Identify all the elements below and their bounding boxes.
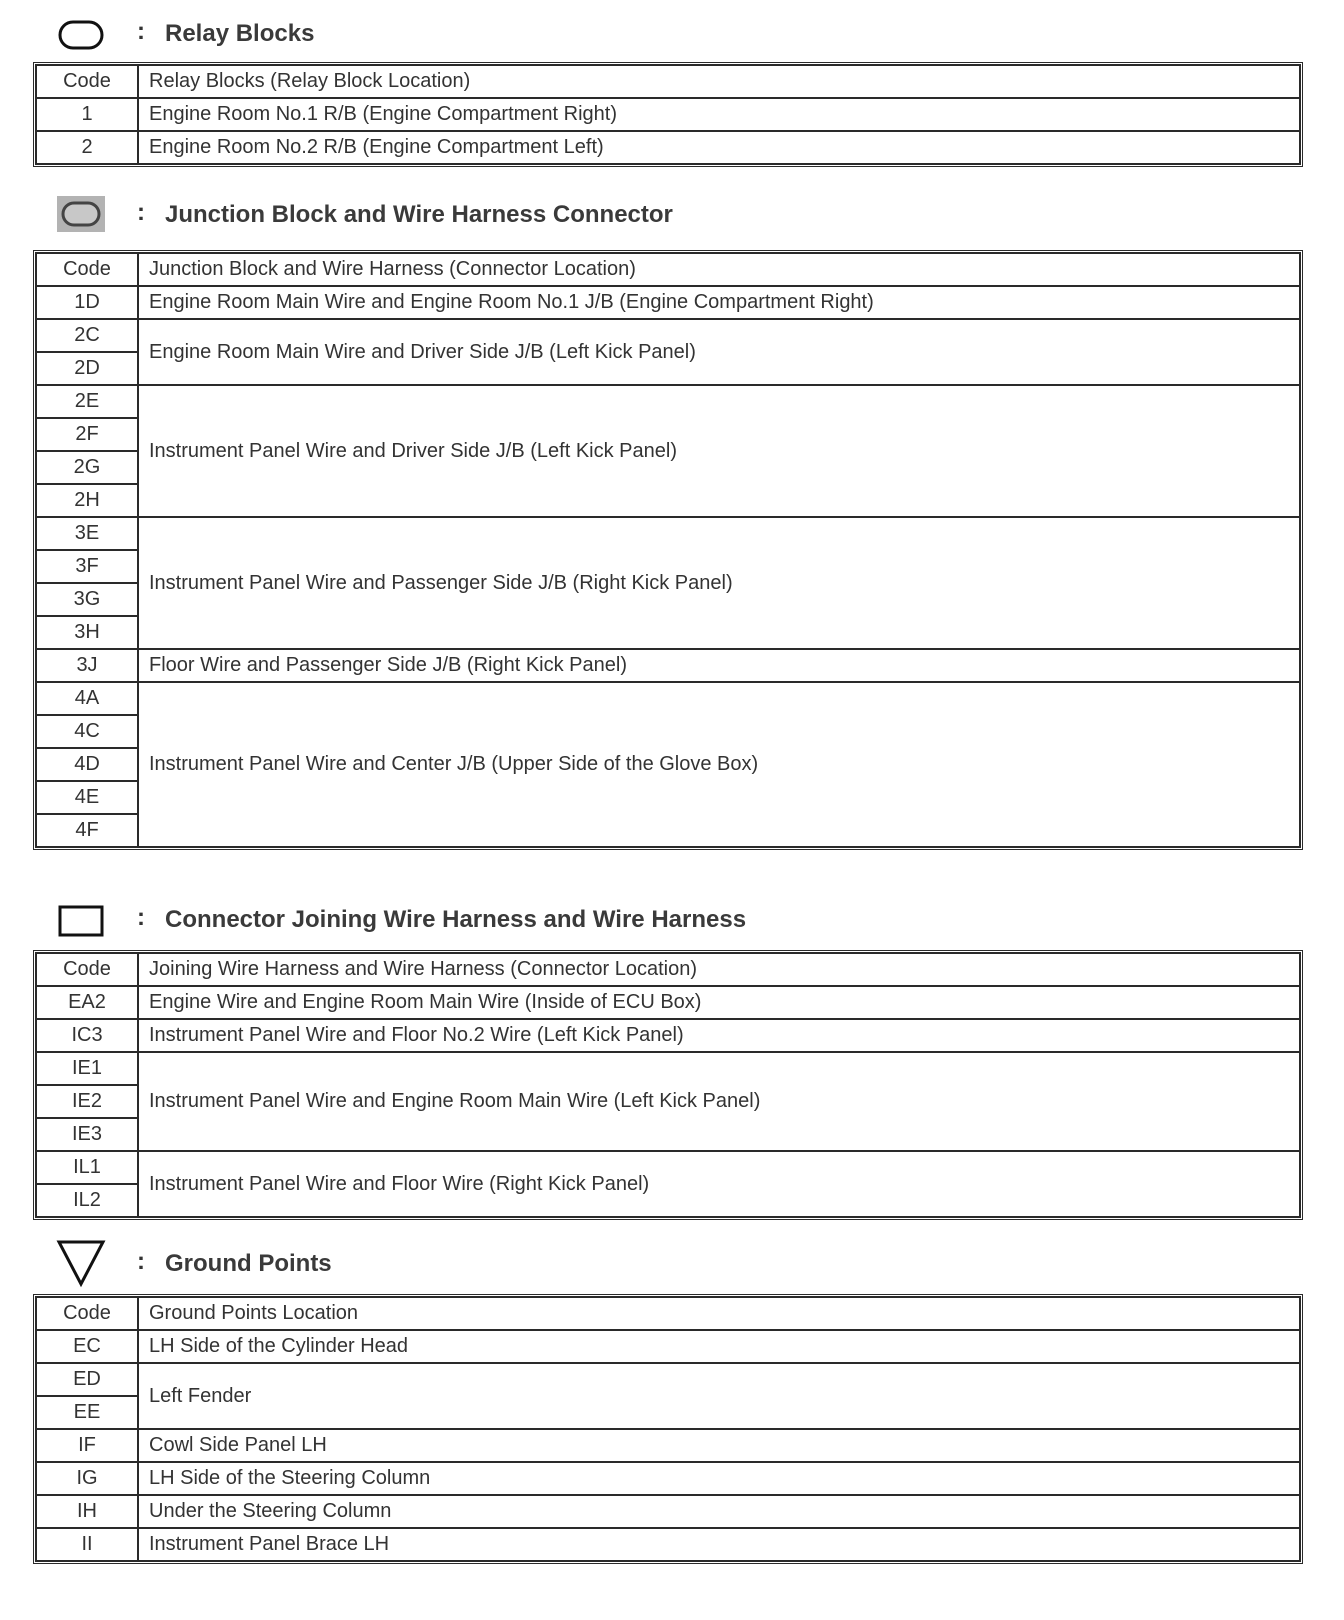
table-row bbox=[36, 319, 1300, 352]
description-cell: Instrument Panel Wire and Center J/B (Upper Side of the Glove Box) bbox=[138, 682, 1300, 847]
relay-block-symbol-icon bbox=[55, 16, 107, 52]
code-cell: 3J bbox=[36, 649, 138, 682]
description-cell: Instrument Panel Wire and Driver Side J/B (Left Kick Panel) bbox=[138, 385, 1300, 517]
table-row bbox=[36, 1495, 1300, 1528]
table-row bbox=[36, 1019, 1300, 1052]
description-cell: Engine Room No.2 R/B (Engine Compartment Left) bbox=[138, 131, 1300, 164]
table-row bbox=[36, 986, 1300, 1019]
section-header bbox=[35, 1244, 1301, 1284]
description-cell: LH Side of the Steering Column bbox=[138, 1462, 1300, 1495]
code-header: Code bbox=[36, 65, 138, 98]
code-cell: 1D bbox=[36, 286, 138, 319]
description-cell: Engine Room No.1 R/B (Engine Compartment Right) bbox=[138, 98, 1300, 131]
code-cell: IE3 bbox=[36, 1118, 138, 1151]
code-cell: 2F bbox=[36, 418, 138, 451]
code-cell: 2C bbox=[36, 319, 138, 352]
section-header bbox=[35, 195, 1301, 235]
description-cell: Instrument Panel Wire and Floor No.2 Wire (Left Kick Panel) bbox=[138, 1019, 1300, 1052]
table-row bbox=[36, 1363, 1300, 1396]
code-cell: 2G bbox=[36, 451, 138, 484]
code-header: Code bbox=[36, 1297, 138, 1330]
code-header: Code bbox=[36, 253, 138, 286]
connector-symbol-icon bbox=[55, 902, 107, 938]
code-cell: 3F bbox=[36, 550, 138, 583]
junction-block-table bbox=[35, 252, 1301, 848]
table-row bbox=[36, 385, 1300, 418]
code-cell: II bbox=[36, 1528, 138, 1561]
code-cell: ED bbox=[36, 1363, 138, 1396]
description-cell: Instrument Panel Wire and Engine Room Main Wire (Left Kick Panel) bbox=[138, 1052, 1300, 1151]
code-cell: EE bbox=[36, 1396, 138, 1429]
description-cell: Left Fender bbox=[138, 1363, 1300, 1429]
code-cell: IG bbox=[36, 1462, 138, 1495]
code-cell: IL1 bbox=[36, 1151, 138, 1184]
description-cell: LH Side of the Cylinder Head bbox=[138, 1330, 1300, 1363]
ground-points-section bbox=[35, 1244, 1301, 1562]
connector-table bbox=[35, 952, 1301, 1218]
relay-blocks-section bbox=[35, 14, 1301, 165]
section-title: Connector Joining Wire Harness and Wire Harness bbox=[165, 906, 747, 933]
code-cell: EC bbox=[36, 1330, 138, 1363]
description-cell: Engine Wire and Engine Room Main Wire (Inside of ECU Box) bbox=[138, 986, 1300, 1019]
table-row bbox=[36, 1528, 1300, 1561]
code-cell: 2 bbox=[36, 131, 138, 164]
code-cell: IE1 bbox=[36, 1052, 138, 1085]
section-colon: : bbox=[137, 1248, 145, 1275]
code-cell: 4C bbox=[36, 715, 138, 748]
description-header: Ground Points Location bbox=[138, 1297, 1300, 1330]
section-header bbox=[35, 14, 1301, 54]
code-cell: 2E bbox=[36, 385, 138, 418]
table-row bbox=[36, 1429, 1300, 1462]
code-cell: IE2 bbox=[36, 1085, 138, 1118]
description-cell: Floor Wire and Passenger Side J/B (Right Kick Panel) bbox=[138, 649, 1300, 682]
description-cell: Instrument Panel Wire and Passenger Side J/B (Right Kick Panel) bbox=[138, 517, 1300, 649]
relay-blocks-table bbox=[35, 64, 1301, 165]
code-cell: IH bbox=[36, 1495, 138, 1528]
ground-points-table bbox=[35, 1296, 1301, 1562]
junction-block-symbol-icon bbox=[55, 193, 107, 235]
code-cell: 1 bbox=[36, 98, 138, 131]
table-row bbox=[36, 98, 1300, 131]
connector-section bbox=[35, 900, 1301, 1218]
description-cell: Engine Room Main Wire and Driver Side J/B (Left Kick Panel) bbox=[138, 319, 1300, 385]
section-header bbox=[35, 900, 1301, 940]
code-cell: 3H bbox=[36, 616, 138, 649]
table-header-row bbox=[36, 953, 1300, 986]
code-cell: 4E bbox=[36, 781, 138, 814]
description-cell: Engine Room Main Wire and Engine Room No.1 J/B (Engine Compartment Right) bbox=[138, 286, 1300, 319]
code-cell: 3G bbox=[36, 583, 138, 616]
description-cell: Instrument Panel Wire and Floor Wire (Right Kick Panel) bbox=[138, 1151, 1300, 1217]
code-cell: 2D bbox=[36, 352, 138, 385]
description-header: Joining Wire Harness and Wire Harness (Connector Location) bbox=[138, 953, 1300, 986]
code-cell: 4F bbox=[36, 814, 138, 847]
description-cell: Under the Steering Column bbox=[138, 1495, 1300, 1528]
description-header: Relay Blocks (Relay Block Location) bbox=[138, 65, 1300, 98]
table-row bbox=[36, 1052, 1300, 1085]
code-cell: EA2 bbox=[36, 986, 138, 1019]
section-colon: : bbox=[137, 199, 145, 226]
table-row bbox=[36, 649, 1300, 682]
table-header-row bbox=[36, 1297, 1300, 1330]
description-cell: Cowl Side Panel LH bbox=[138, 1429, 1300, 1462]
section-title: Relay Blocks bbox=[165, 20, 315, 47]
table-row bbox=[36, 682, 1300, 715]
code-cell: IL2 bbox=[36, 1184, 138, 1217]
description-cell: Instrument Panel Brace LH bbox=[138, 1528, 1300, 1561]
junction-block-section bbox=[35, 195, 1301, 848]
code-cell: 3E bbox=[36, 517, 138, 550]
table-row bbox=[36, 1462, 1300, 1495]
code-cell: IC3 bbox=[36, 1019, 138, 1052]
table-row bbox=[36, 286, 1300, 319]
code-cell: IF bbox=[36, 1429, 138, 1462]
table-row bbox=[36, 1330, 1300, 1363]
table-header-row bbox=[36, 65, 1300, 98]
table-row bbox=[36, 131, 1300, 164]
section-title: Junction Block and Wire Harness Connector bbox=[165, 201, 673, 228]
code-cell: 2H bbox=[36, 484, 138, 517]
section-title: Ground Points bbox=[165, 1250, 332, 1277]
table-header-row bbox=[36, 253, 1300, 286]
table-row bbox=[36, 517, 1300, 550]
description-header: Junction Block and Wire Harness (Connector Location) bbox=[138, 253, 1300, 286]
section-colon: : bbox=[137, 904, 145, 931]
code-cell: 4A bbox=[36, 682, 138, 715]
ground-point-symbol-icon bbox=[55, 1238, 107, 1288]
table-row bbox=[36, 1151, 1300, 1184]
section-colon: : bbox=[137, 18, 145, 45]
code-cell: 4D bbox=[36, 748, 138, 781]
code-header: Code bbox=[36, 953, 138, 986]
